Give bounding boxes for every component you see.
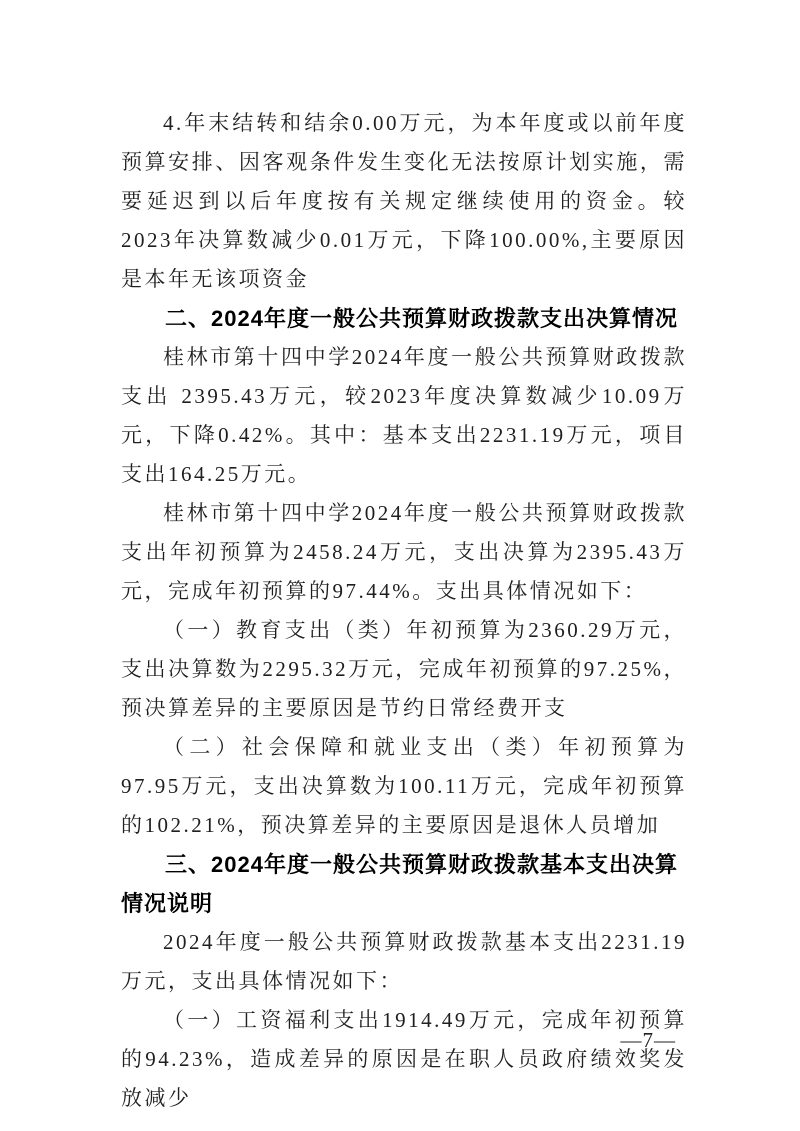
paragraph: 桂林市第十四中学2024年度一般公共预算财政拨款支出年初预算为2458.24万元，支出决算为2395.43万元，完成年初预算的97.44%。支出具体情况如下： — [121, 501, 687, 603]
section-heading: 二、2024年度一般公共预算财政拨款支出决算情况 — [165, 306, 678, 331]
paragraph: 2024年度一般公共预算财政拨款基本支出2231.19万元，支出具体情况如下： — [121, 930, 687, 993]
paragraph: （一）工资福利支出1914.49万元，完成年初预算的94.23%，造成差异的原因是在职人员政府绩效奖发放减少 — [121, 1008, 687, 1110]
paragraph: 桂林市第十四中学2024年度一般公共预算财政拨款支出 2395.43万元，较2023年度决算数减少10.09万元，下降0.42%。其中：基本支出2231.19万元，项目支出164.25万元。 — [121, 345, 687, 486]
paragraph: 4.年末结转和结余0.00万元，为本年度或以前年度预算安排、因客观条件发生变化无法按原计划实施，需要延迟到以后年度按有关规定继续使用的资金。较2023年决算数减少0.01万元，下降100.00%,主要原因是本年无该项资金 — [121, 111, 687, 291]
page-number: —7— — [620, 1028, 676, 1052]
section-heading: 三、2024年度一般公共预算财政拨款基本支出决算情况说明 — [121, 852, 678, 916]
paragraph: （二）社会保障和就业支出（类）年初预算为97.95万元，支出决算数为100.11万元，完成年初预算的102.21%，预决算差异的主要原因是退休人员增加 — [121, 735, 687, 837]
paragraph: （一）教育支出（类）年初预算为2360.29万元，支出决算数为2295.32万元，完成年初预算的97.25%，预决算差异的主要原因是节约日常经费开支 — [121, 618, 687, 720]
page-content — [121, 104, 687, 1118]
